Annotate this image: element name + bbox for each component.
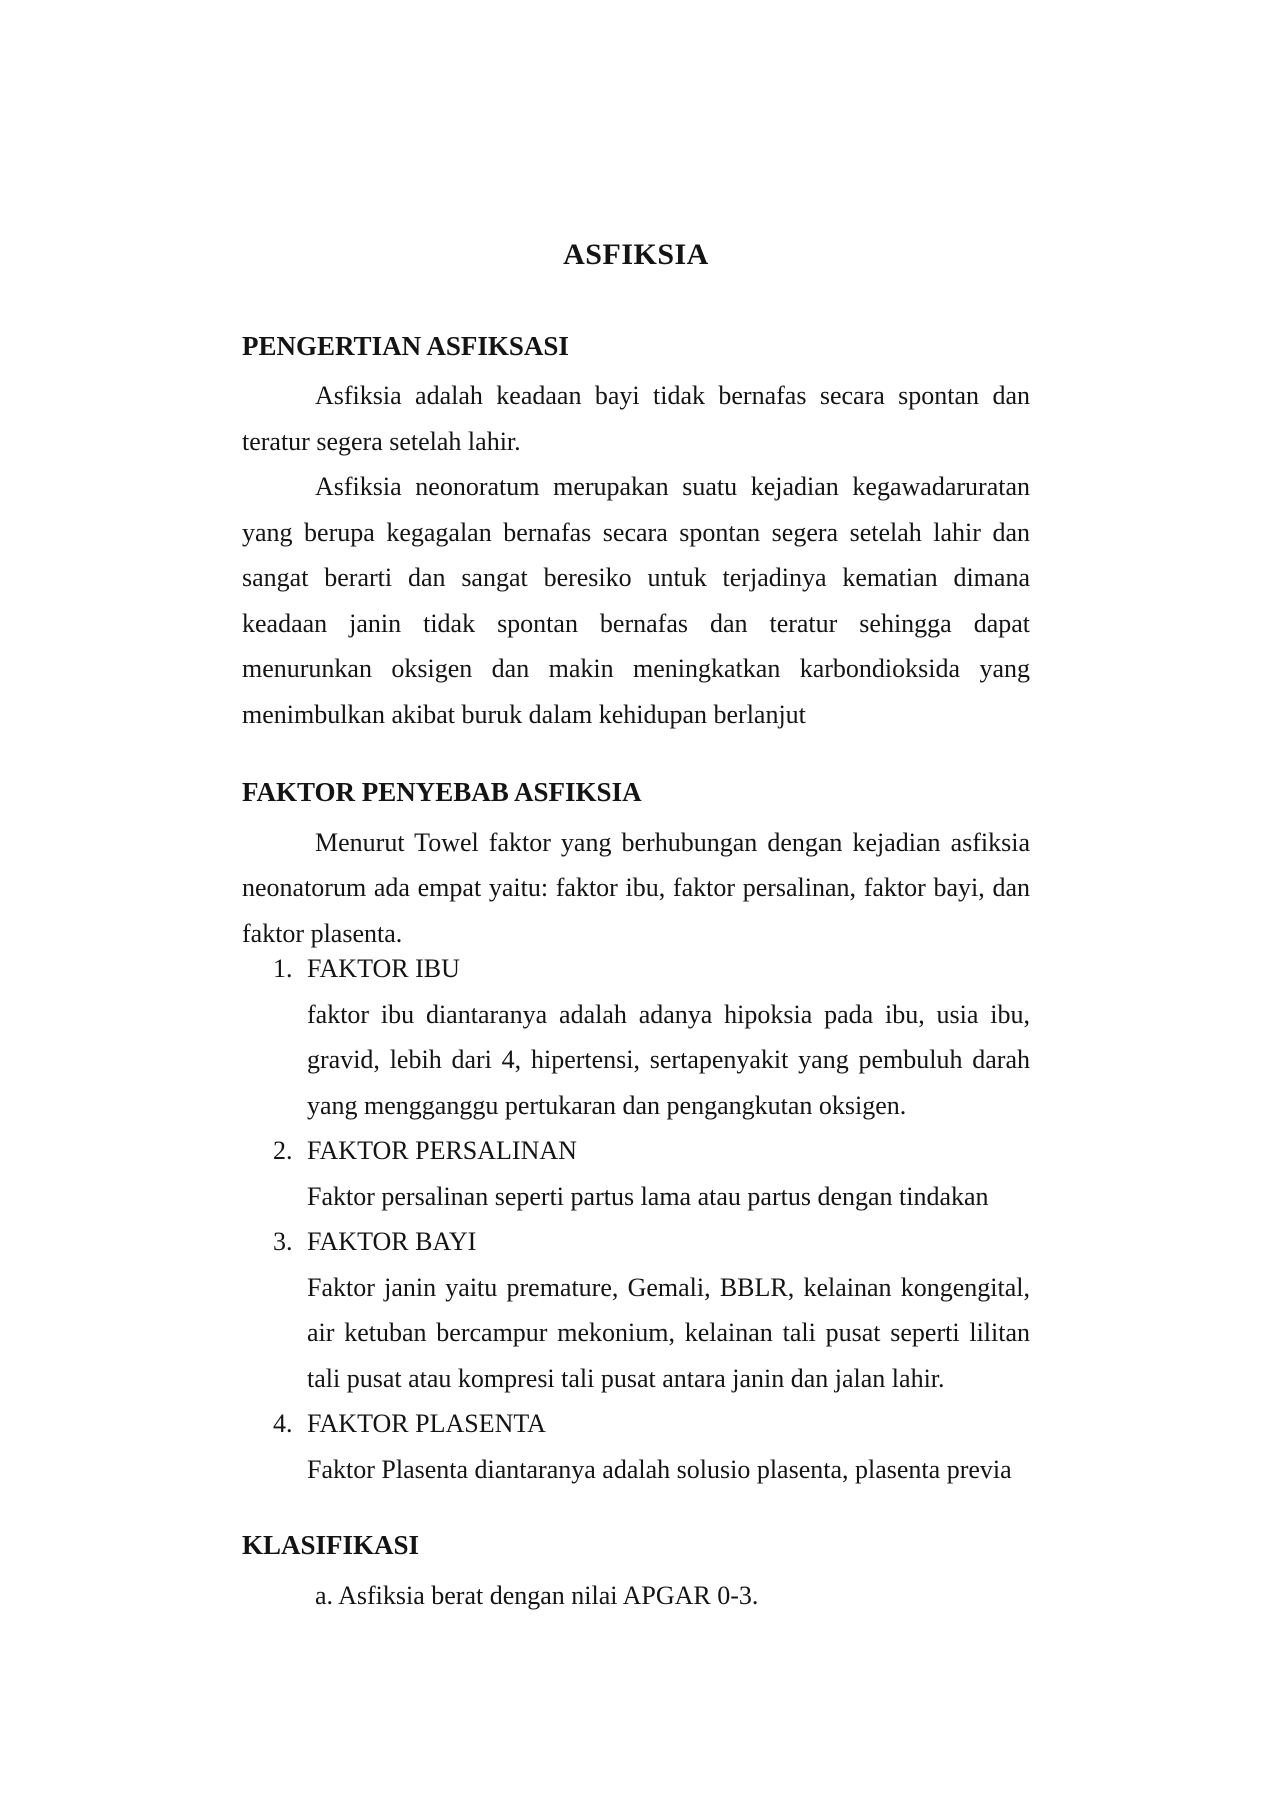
list-item-number: 1. (273, 954, 293, 983)
list-item-number: 2. (273, 1136, 293, 1165)
list-item-faktor-ibu (242, 946, 1030, 1128)
section-heading-pengertian: PENGERTIAN ASFIKSASI (242, 330, 569, 361)
list-item-label: FAKTOR BAYI (307, 1227, 477, 1256)
list-item-label: FAKTOR PLASENTA (307, 1409, 546, 1438)
paragraph-line: tali pusat atau kompresi tali pusat antara janin dan jalan lahir. (307, 1363, 945, 1393)
list-item-body (242, 1174, 1030, 1220)
paragraph-line: faktor plasenta. (242, 918, 403, 948)
list-item-number: 3. (273, 1227, 293, 1256)
paragraph-line: Faktor janin yaitu premature, Gemali, BBLR, kelainan kongengital, (307, 1272, 1030, 1302)
section-heading-faktor-penyebab: FAKTOR PENYEBAB ASFIKSIA (242, 777, 642, 807)
paragraph-definition-1 (242, 373, 1030, 464)
paragraph-line: yang mengganggu pertukaran dan pengangkutan oksigen. (307, 1090, 907, 1120)
paragraph-line: menimbulkan akibat buruk dalam kehidupan berlanjut (242, 699, 806, 729)
list-item-body (242, 1447, 1030, 1493)
paragraph-line: gravid, lebih dari 4, hipertensi, sertapenyakit yang pembuluh darah (307, 1045, 1030, 1074)
list-item-heading (242, 1401, 1030, 1447)
paragraph-line: Asfiksia neonoratum merupakan suatu kejadian kegawadaruratan (315, 472, 1030, 501)
list-item-faktor-plasenta (242, 1401, 1030, 1492)
paragraph-line: Faktor Plasenta diantaranya adalah solusio plasenta, plasenta previa (307, 1454, 1012, 1484)
list-item-heading (242, 1128, 1030, 1174)
paragraph-line: menurunkan oksigen dan makin meningkatkan karbondioksida yang (242, 654, 1030, 683)
list-item-label: FAKTOR IBU (307, 954, 460, 983)
paragraph-klasifikasi (242, 1573, 1030, 1619)
list-item-label: FAKTOR PERSALINAN (307, 1136, 577, 1165)
paragraph-faktor-intro (242, 820, 1030, 957)
document-title: ASFIKSIA (563, 238, 709, 271)
paragraph-line: keadaan janin tidak spontan bernafas dan teratur sehingga dapat (242, 608, 1030, 638)
paragraph-line: sangat berarti dan sangat beresiko untuk terjadinya kematian dimana (242, 563, 1030, 592)
paragraph-line: air ketuban bercampur mekonium, kelainan tali pusat seperti lilitan (307, 1318, 1030, 1347)
paragraph-definition-2 (242, 464, 1030, 737)
list-item-body (242, 1265, 1030, 1402)
paragraph-line: neonatorum ada empat yaitu: faktor ibu, faktor persalinan, faktor bayi, dan (242, 873, 1030, 902)
list-item-heading (242, 946, 1030, 992)
list-item-faktor-persalinan (242, 1128, 1030, 1219)
list-item-heading (242, 1219, 1030, 1265)
paragraph-line: Menurut Towel faktor yang berhubungan dengan kejadian asfiksia (315, 827, 1030, 857)
list-item-number: 4. (273, 1409, 293, 1438)
factor-list (242, 946, 1030, 1492)
paragraph-line: yang berupa kegagalan bernafas secara spontan segera setelah lahir dan (242, 517, 1030, 547)
paragraph-line: a. Asfiksia berat dengan nilai APGAR 0-3. (315, 1580, 759, 1610)
document-content (242, 232, 1030, 1618)
list-item-faktor-bayi (242, 1219, 1030, 1401)
paragraph-line: Faktor persalinan seperti partus lama atau partus dengan tindakan (307, 1181, 989, 1211)
section-heading-klasifikasi: KLASIFIKASI (242, 1530, 420, 1560)
list-item-body (242, 992, 1030, 1129)
paragraph-line: Asfiksia adalah keadaan bayi tidak bernafas secara spontan dan (315, 381, 1030, 410)
paragraph-line: faktor ibu diantaranya adalah adanya hipoksia pada ibu, usia ibu, (307, 999, 1030, 1029)
paragraph-line: teratur segera setelah lahir. (242, 426, 521, 456)
